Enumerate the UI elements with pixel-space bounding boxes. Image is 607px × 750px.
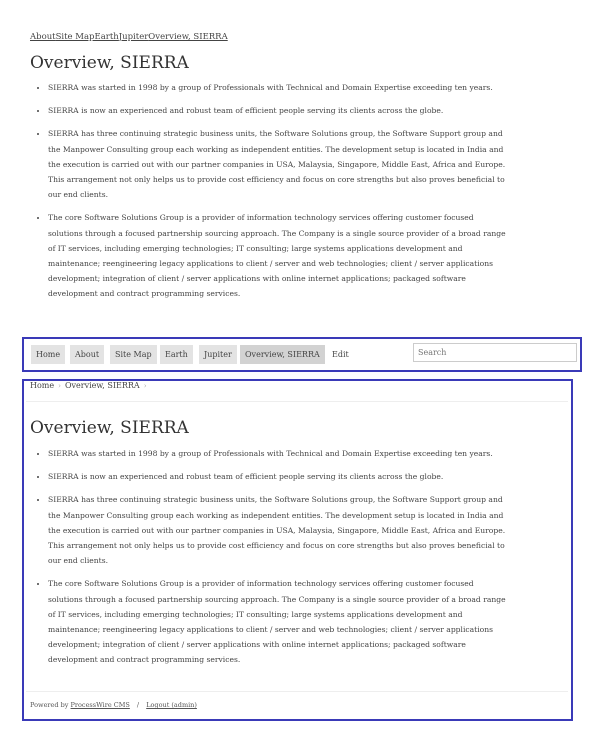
crumb-jupiter[interactable]: Jupiter bbox=[118, 32, 149, 42]
list-item: • SIERRA was started in 1998 by a group of Professionals with Technical and Domain Expertise exceeding ten years. bbox=[48, 446, 510, 461]
nav-jupiter[interactable]: Jupiter bbox=[199, 345, 237, 364]
bullet-list bbox=[36, 446, 510, 676]
list-item: • The core Software Solutions Group is a provider of information technology services offering customer focused solutions through a focused partnership sourcing approach. The Company is a single source provider of a broad range of IT services, including emerging technologies; IT consulting; large systems applications development and maintenance; reengineering legacy applications to client / server and web technologies; client / server applications development; integration of client / server applications with online internet applications; packaged software development and contract programming services. bbox=[48, 576, 510, 667]
bullet-list-top bbox=[36, 80, 510, 310]
nav-overview-sierra[interactable]: Overview, SIERRA bbox=[240, 345, 325, 364]
breadcrumb bbox=[30, 381, 151, 390]
crumb-about[interactable]: About bbox=[30, 32, 56, 42]
top-breadcrumb bbox=[30, 32, 228, 42]
footer-separator: / bbox=[136, 701, 140, 709]
footer bbox=[30, 701, 197, 709]
main-nav bbox=[22, 337, 582, 372]
page-title-top: Overview, SIERRA bbox=[30, 53, 189, 73]
list-item: • SIERRA has three continuing strategic business units, the Software Solutions group, the Software Support group and the Manpower Consulting group each working as independent entities. The development setup is located in India and the execution is carried out with our partner companies in USA, Malaysia, Singapore, Middle East, Africa and Europe. This arrangement not only helps us to provide cost efficiency and focus on core strengths but also proves beneficial to our end clients. bbox=[48, 492, 510, 568]
list-item: • SIERRA is now an experienced and robust team of efficient people serving its clients across the globe. bbox=[48, 469, 510, 484]
list-item: • The core Software Solutions Group is a provider of information technology services offering customer focused solutions through a focused partnership sourcing approach. The Company is a single source provider of a broad range of IT services, including emerging technologies; IT consulting; large systems applications development and maintenance; reengineering legacy applications to client / server and web technologies; client / server applications development; integration of client / server applications with online internet applications; packaged software development and contract programming services. bbox=[48, 210, 510, 301]
list-item: • SIERRA has three continuing strategic business units, the Software Solutions group, the Software Support group and the Manpower Consulting group each working as independent entities. The development setup is located in India and the execution is carried out with our partner companies in USA, Malaysia, Singapore, Middle East, Africa and Europe. This arrangement not only helps us to provide cost efficiency and focus on core strengths but also proves beneficial to our end clients. bbox=[48, 126, 510, 202]
footer-powered-text: Powered by bbox=[30, 701, 69, 709]
logout-link[interactable]: Logout (admin) bbox=[146, 701, 197, 709]
nav-home[interactable]: Home bbox=[31, 345, 65, 364]
list-item: • SIERRA is now an experienced and robust team of efficient people serving its clients across the globe. bbox=[48, 103, 510, 118]
breadcrumb-home[interactable]: Home bbox=[30, 381, 55, 390]
search-input[interactable] bbox=[413, 343, 577, 362]
crumb-site-map[interactable]: Site Map bbox=[55, 32, 95, 42]
list-item: • SIERRA was started in 1998 by a group of Professionals with Technical and Domain Expertise exceeding ten years. bbox=[48, 80, 510, 95]
breadcrumb-overview[interactable]: Overview, SIERRA bbox=[64, 381, 140, 390]
breadcrumb-separator: › bbox=[143, 382, 147, 390]
processwire-link[interactable]: ProcessWire CMS bbox=[70, 701, 130, 709]
nav-about[interactable]: About bbox=[70, 345, 104, 364]
divider bbox=[26, 401, 568, 402]
nav-edit[interactable]: Edit bbox=[332, 350, 349, 359]
nav-earth[interactable]: Earth bbox=[160, 345, 193, 364]
footer-divider bbox=[26, 691, 568, 692]
crumb-earth[interactable]: Earth bbox=[94, 32, 119, 42]
page-title: Overview, SIERRA bbox=[30, 418, 189, 438]
breadcrumb-separator: › bbox=[58, 382, 61, 390]
crumb-overview[interactable]: Overview, SIERRA bbox=[148, 32, 228, 42]
nav-site-map[interactable]: Site Map bbox=[110, 345, 157, 364]
